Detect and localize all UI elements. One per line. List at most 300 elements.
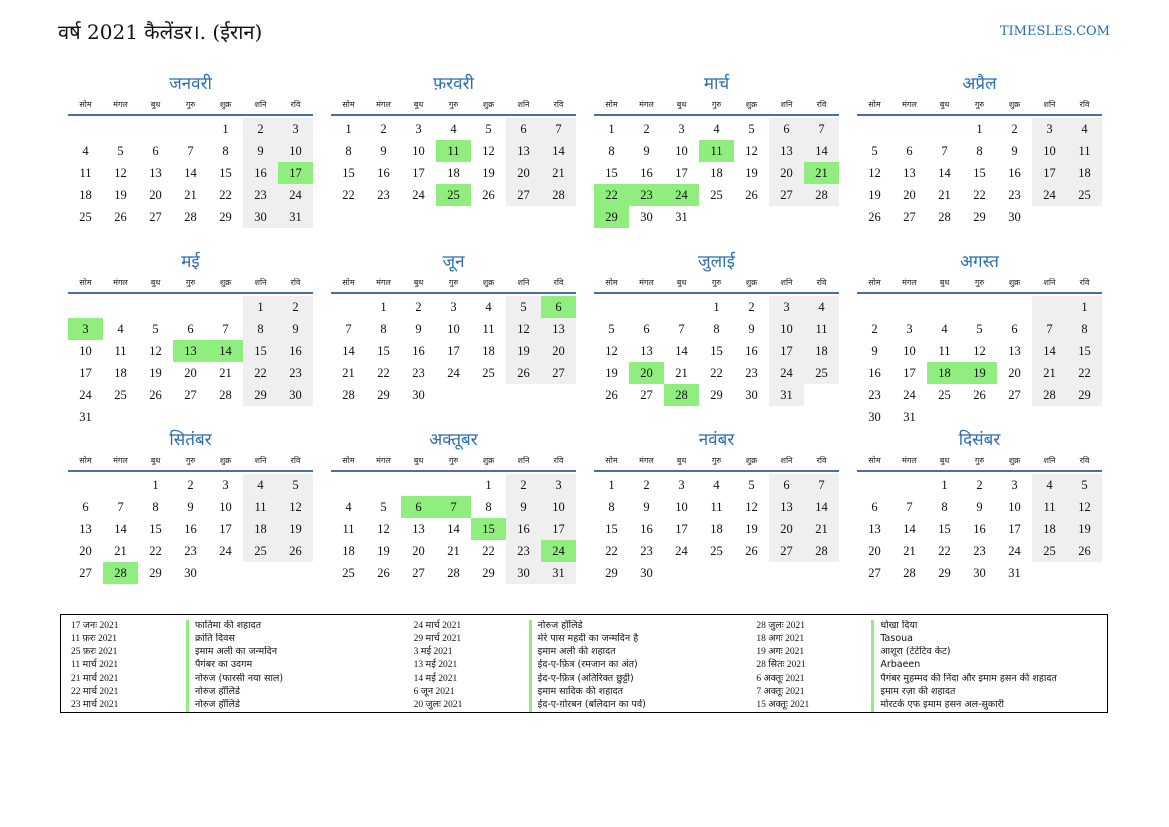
day-cell: 8: [608, 144, 615, 158]
weekday-header: [331, 96, 576, 116]
holiday-day-cell: 17: [278, 162, 313, 184]
day-grid: [857, 118, 1102, 228]
weekday-label: सोम: [342, 456, 355, 465]
weekday-label: रवि: [1079, 100, 1090, 109]
empty-cell: [664, 562, 699, 584]
day-cell: 24: [278, 184, 313, 206]
day-cell: 16: [377, 166, 390, 180]
day-cell: 6: [82, 500, 89, 514]
day-cell: 17: [1008, 522, 1021, 536]
weekday-label: मंगल: [639, 100, 654, 109]
day-cell: 24: [675, 544, 688, 558]
weekday-label: रवि: [290, 456, 301, 465]
holiday-name: क्रांति दिवस: [186, 633, 414, 646]
weekday-label: बुध: [939, 456, 950, 465]
day-cell: 31: [278, 206, 313, 228]
weekday-label: गुरु: [185, 456, 196, 465]
day-cell: 13: [1008, 344, 1021, 358]
day-cell: 14: [114, 522, 127, 536]
day-cell: 5: [506, 296, 541, 318]
day-cell: 4: [345, 500, 352, 514]
day-cell: 23: [377, 188, 390, 202]
month-name: फ़रवरी: [433, 74, 474, 94]
day-cell: 27: [506, 184, 541, 206]
weekday-label: शुक्र: [745, 100, 758, 109]
empty-cell: [962, 296, 997, 318]
day-cell: 31: [79, 410, 92, 424]
day-cell: 13: [903, 166, 916, 180]
day-cell: 26: [278, 540, 313, 562]
day-cell: 28: [903, 566, 916, 580]
day-cell: 28: [447, 566, 460, 580]
month-name: अक्तूबर: [429, 430, 478, 450]
day-grid: [331, 474, 576, 584]
empty-cell: [1032, 206, 1067, 228]
day-cell: 25: [342, 566, 355, 580]
day-cell: 27: [184, 388, 197, 402]
day-grid: [594, 118, 839, 228]
day-cell: 13: [149, 166, 162, 180]
holiday-day-cell: 7: [436, 496, 471, 518]
day-cell: 14: [938, 166, 951, 180]
holiday-day-cell: 18: [927, 362, 962, 384]
day-cell: 11: [114, 344, 127, 358]
weekday-label: रवि: [553, 100, 564, 109]
day-cell: 13: [79, 522, 92, 536]
empty-cell: [471, 384, 506, 406]
weekday-label: बुध: [676, 456, 687, 465]
day-cell: 1: [485, 478, 492, 492]
day-cell: 2: [278, 296, 313, 318]
day-cell: 6: [871, 500, 878, 514]
day-cell: 6: [906, 144, 913, 158]
day-cell: 31: [1008, 566, 1021, 580]
holiday-day-cell: 13: [173, 340, 208, 362]
day-cell: 13: [640, 344, 653, 358]
day-cell: 16: [973, 522, 986, 536]
month-name: मई: [181, 252, 200, 272]
month-name: दिसंबर: [958, 430, 1001, 450]
day-cell: 2: [748, 300, 755, 314]
weekday-label: गुरु: [185, 100, 196, 109]
day-cell: 15: [219, 166, 232, 180]
empty-cell: [331, 474, 366, 496]
day-cell: 14: [675, 344, 688, 358]
holiday-date: 21 मार्च 2021: [71, 673, 119, 684]
day-cell: 13: [868, 522, 881, 536]
months-grid: [68, 72, 1102, 606]
empty-cell: [857, 118, 892, 140]
day-cell: 4: [450, 122, 457, 136]
weekday-label: शनि: [780, 456, 793, 465]
day-cell: 26: [745, 188, 758, 202]
day-cell: 30: [243, 206, 278, 228]
weekday-label: शनि: [517, 278, 530, 287]
weekday-label: गुरु: [448, 100, 459, 109]
weekday-label: शनि: [1043, 278, 1056, 287]
weekday-label: सोम: [79, 100, 92, 109]
month-name: नवंबर: [698, 430, 735, 450]
month-name: सितंबर: [169, 430, 212, 450]
day-cell: 15: [710, 344, 723, 358]
empty-cell: [1032, 296, 1067, 318]
day-cell: 17: [903, 366, 916, 380]
day-cell: 12: [745, 500, 758, 514]
day-cell: 9: [380, 144, 387, 158]
day-cell: 20: [506, 162, 541, 184]
weekday-label: शनि: [1043, 456, 1056, 465]
empty-cell: [857, 296, 892, 318]
day-cell: 29: [973, 210, 986, 224]
day-cell: 2: [506, 474, 541, 496]
day-cell: 28: [219, 388, 232, 402]
day-cell: 11: [342, 522, 355, 536]
day-cell: 4: [713, 478, 720, 492]
day-cell: 10: [278, 140, 313, 162]
day-cell: 26: [114, 210, 127, 224]
weekday-label: मंगल: [902, 278, 917, 287]
day-cell: 25: [482, 366, 495, 380]
page-title: वर्ष 2021 कैलेंडर।. (ईरान): [58, 20, 263, 44]
day-cell: 10: [769, 318, 804, 340]
holiday-column: [414, 620, 757, 712]
empty-cell: [103, 474, 138, 496]
day-cell: 9: [643, 500, 650, 514]
day-cell: 3: [678, 122, 685, 136]
site-link[interactable]: TIMESLES.COM: [999, 24, 1110, 39]
day-cell: 7: [222, 322, 229, 336]
day-cell: 2: [187, 478, 194, 492]
day-grid: [68, 118, 313, 228]
day-cell: 19: [506, 340, 541, 362]
holiday-name: इमाम अली का जन्मदिन: [186, 646, 414, 659]
day-cell: 24: [219, 544, 232, 558]
day-cell: 18: [243, 518, 278, 540]
day-cell: 10: [447, 322, 460, 336]
day-cell: 9: [187, 500, 194, 514]
weekday-label: बुध: [150, 100, 161, 109]
weekday-header: [594, 452, 839, 472]
day-cell: 29: [482, 566, 495, 580]
day-cell: 1: [345, 122, 352, 136]
day-cell: 22: [149, 544, 162, 558]
day-cell: 16: [640, 166, 653, 180]
empty-cell: [997, 406, 1032, 428]
day-cell: 21: [184, 188, 197, 202]
holiday-name: फातिमा की शहादत: [186, 620, 414, 633]
weekday-label: मंगल: [113, 456, 128, 465]
day-cell: 14: [447, 522, 460, 536]
day-cell: 11: [482, 322, 495, 336]
day-cell: 25: [1067, 184, 1102, 206]
empty-cell: [243, 406, 278, 428]
holiday-date: 6 जून 2021: [413, 686, 455, 697]
holiday-name: Arbaeen: [871, 659, 1099, 672]
day-cell: 24: [79, 388, 92, 402]
empty-cell: [892, 474, 927, 496]
day-cell: 8: [1067, 318, 1102, 340]
day-cell: 29: [377, 388, 390, 402]
weekday-label: मंगल: [639, 278, 654, 287]
holiday-day-cell: 11: [436, 140, 471, 162]
day-cell: 28: [938, 210, 951, 224]
day-cell: 25: [710, 544, 723, 558]
empty-cell: [173, 406, 208, 428]
weekday-label: सोम: [868, 456, 881, 465]
empty-cell: [138, 118, 173, 140]
day-grid: [68, 474, 313, 584]
day-cell: 5: [1067, 474, 1102, 496]
day-cell: 4: [82, 144, 89, 158]
day-cell: 15: [149, 522, 162, 536]
day-cell: 26: [605, 388, 618, 402]
day-cell: 25: [79, 210, 92, 224]
day-cell: 12: [377, 522, 390, 536]
day-cell: 28: [1032, 384, 1067, 406]
day-cell: 21: [804, 518, 839, 540]
day-cell: 7: [187, 144, 194, 158]
day-cell: 19: [868, 188, 881, 202]
empty-cell: [699, 562, 734, 584]
weekday-header: [594, 96, 839, 116]
holiday-name: इमाम सादिक की शहादत: [529, 686, 757, 699]
holiday-day-cell: 14: [208, 340, 243, 362]
month-block: [331, 428, 576, 606]
day-cell: 18: [79, 188, 92, 202]
day-cell: 12: [506, 318, 541, 340]
day-cell: 9: [643, 144, 650, 158]
day-cell: 4: [117, 322, 124, 336]
day-cell: 11: [1032, 496, 1067, 518]
day-cell: 8: [222, 144, 229, 158]
weekday-label: रवि: [816, 100, 827, 109]
day-cell: 22: [973, 188, 986, 202]
weekday-label: बुध: [413, 456, 424, 465]
day-cell: 10: [412, 144, 425, 158]
day-cell: 23: [412, 366, 425, 380]
day-cell: 27: [541, 362, 576, 384]
day-cell: 3: [678, 478, 685, 492]
day-cell: 18: [710, 166, 723, 180]
day-cell: 22: [219, 188, 232, 202]
day-cell: 21: [675, 366, 688, 380]
day-cell: 23: [745, 366, 758, 380]
day-cell: 15: [243, 340, 278, 362]
month-block: [857, 250, 1102, 428]
empty-cell: [734, 562, 769, 584]
day-cell: 30: [640, 210, 653, 224]
empty-cell: [1032, 406, 1067, 428]
day-cell: 7: [678, 322, 685, 336]
day-cell: 12: [149, 344, 162, 358]
day-cell: 10: [1008, 500, 1021, 514]
day-grid: [594, 296, 839, 406]
weekday-label: बुध: [939, 100, 950, 109]
day-grid: [331, 296, 576, 406]
day-cell: 23: [1008, 188, 1021, 202]
day-cell: 24: [447, 366, 460, 380]
day-cell: 3: [1032, 118, 1067, 140]
day-cell: 23: [868, 388, 881, 402]
weekday-label: मंगल: [113, 100, 128, 109]
weekday-label: गुरु: [711, 100, 722, 109]
empty-cell: [401, 474, 436, 496]
day-cell: 12: [1067, 496, 1102, 518]
day-cell: 22: [342, 188, 355, 202]
empty-cell: [769, 562, 804, 584]
month-block: [857, 428, 1102, 606]
day-cell: 5: [380, 500, 387, 514]
weekday-label: शनि: [254, 278, 267, 287]
day-cell: 2: [380, 122, 387, 136]
month-block: [594, 72, 839, 250]
holiday-date: 22 मार्च 2021: [71, 686, 119, 697]
day-cell: 16: [278, 340, 313, 362]
day-cell: 10: [1032, 140, 1067, 162]
day-cell: 22: [482, 544, 495, 558]
day-cell: 29: [1067, 384, 1102, 406]
day-cell: 21: [114, 544, 127, 558]
day-cell: 23: [243, 184, 278, 206]
holiday-date: 3 मई 2021: [413, 647, 453, 658]
empty-cell: [594, 296, 629, 318]
holiday-date: 6 अक्तूः 2021: [756, 673, 805, 684]
holiday-name: नोरुज हॉलिडे: [186, 699, 414, 712]
day-cell: 1: [608, 122, 615, 136]
weekday-label: गुरु: [974, 278, 985, 287]
day-cell: 6: [506, 118, 541, 140]
empty-cell: [103, 406, 138, 428]
day-cell: 24: [412, 188, 425, 202]
day-cell: 27: [79, 566, 92, 580]
day-cell: 30: [745, 388, 758, 402]
empty-cell: [927, 296, 962, 318]
day-cell: 3: [222, 478, 229, 492]
day-cell: 5: [485, 122, 492, 136]
day-cell: 15: [1067, 340, 1102, 362]
day-cell: 22: [377, 366, 390, 380]
holiday-date: 11 फ़रः 2021: [71, 634, 118, 645]
day-cell: 9: [1011, 144, 1018, 158]
weekday-label: शनि: [517, 456, 530, 465]
day-cell: 12: [278, 496, 313, 518]
month-name: जनवरी: [169, 74, 212, 94]
day-cell: 3: [541, 474, 576, 496]
day-cell: 27: [868, 566, 881, 580]
day-cell: 18: [1067, 162, 1102, 184]
day-cell: 6: [643, 322, 650, 336]
holiday-name: मेरे पास महदी का जन्मदिन है: [529, 633, 757, 646]
day-cell: 1: [713, 300, 720, 314]
weekday-label: मंगल: [113, 278, 128, 287]
day-cell: 25: [243, 540, 278, 562]
holiday-date: 7 अक्तूः 2021: [756, 686, 805, 697]
day-cell: 26: [149, 388, 162, 402]
weekday-label: रवि: [1079, 278, 1090, 287]
holiday-date: 13 मई 2021: [413, 660, 458, 671]
day-cell: 22: [605, 544, 618, 558]
empty-cell: [173, 296, 208, 318]
empty-cell: [68, 118, 103, 140]
day-cell: 25: [804, 362, 839, 384]
weekday-label: सोम: [342, 100, 355, 109]
day-cell: 10: [903, 344, 916, 358]
day-cell: 21: [219, 366, 232, 380]
day-cell: 2: [871, 322, 878, 336]
empty-cell: [962, 406, 997, 428]
empty-cell: [138, 406, 173, 428]
empty-cell: [208, 562, 243, 584]
day-cell: 7: [541, 118, 576, 140]
holiday-day-cell: 3: [68, 318, 103, 340]
holiday-name: इमाम अली की शहादत: [529, 646, 757, 659]
day-cell: 30: [506, 562, 541, 584]
month-block: [331, 72, 576, 250]
day-cell: 2: [643, 122, 650, 136]
weekday-label: मंगल: [376, 278, 391, 287]
empty-cell: [664, 296, 699, 318]
day-cell: 10: [675, 144, 688, 158]
day-cell: 8: [976, 144, 983, 158]
holiday-name: नोरुज हॉलिडे: [186, 686, 414, 699]
day-cell: 5: [976, 322, 983, 336]
holiday-day-cell: 23: [629, 184, 664, 206]
weekday-label: गुरु: [711, 456, 722, 465]
day-cell: 30: [412, 388, 425, 402]
holiday-name: धोखा दिया: [871, 620, 1099, 633]
day-cell: 29: [219, 210, 232, 224]
empty-cell: [331, 296, 366, 318]
weekday-label: गुरु: [974, 100, 985, 109]
month-name: जुलाई: [698, 252, 735, 272]
day-cell: 23: [973, 544, 986, 558]
day-cell: 2: [976, 478, 983, 492]
empty-cell: [278, 562, 313, 584]
holiday-day-cell: 20: [629, 362, 664, 384]
weekday-label: बुध: [676, 100, 687, 109]
weekday-header: [68, 96, 313, 116]
day-cell: 23: [184, 544, 197, 558]
month-name: अगस्त: [960, 252, 999, 272]
holiday-day-cell: 28: [664, 384, 699, 406]
empty-cell: [927, 118, 962, 140]
holiday-name: पैगंबर मुहम्मद की निंदा और इमाम हसन की शहादत: [871, 673, 1099, 686]
empty-cell: [506, 384, 541, 406]
day-cell: 9: [748, 322, 755, 336]
empty-cell: [138, 296, 173, 318]
holiday-column: [71, 620, 414, 712]
day-cell: 19: [114, 188, 127, 202]
day-cell: 8: [713, 322, 720, 336]
holiday-name: ईद-ए-फ़ित्र (अतिरिक्त छुट्टी): [529, 673, 757, 686]
day-cell: 6: [152, 144, 159, 158]
holiday-date: 11 मार्च 2021: [71, 660, 119, 671]
empty-cell: [804, 562, 839, 584]
day-cell: 12: [482, 144, 495, 158]
day-cell: 31: [903, 410, 916, 424]
day-cell: 5: [152, 322, 159, 336]
day-cell: 20: [769, 162, 804, 184]
day-cell: 29: [938, 566, 951, 580]
weekday-label: रवि: [816, 456, 827, 465]
day-cell: 28: [804, 184, 839, 206]
day-cell: 19: [745, 166, 758, 180]
weekday-label: सोम: [868, 100, 881, 109]
day-cell: 10: [79, 344, 92, 358]
day-cell: 2: [643, 478, 650, 492]
weekday-label: शुक्र: [745, 456, 758, 465]
weekday-label: बुध: [150, 456, 161, 465]
